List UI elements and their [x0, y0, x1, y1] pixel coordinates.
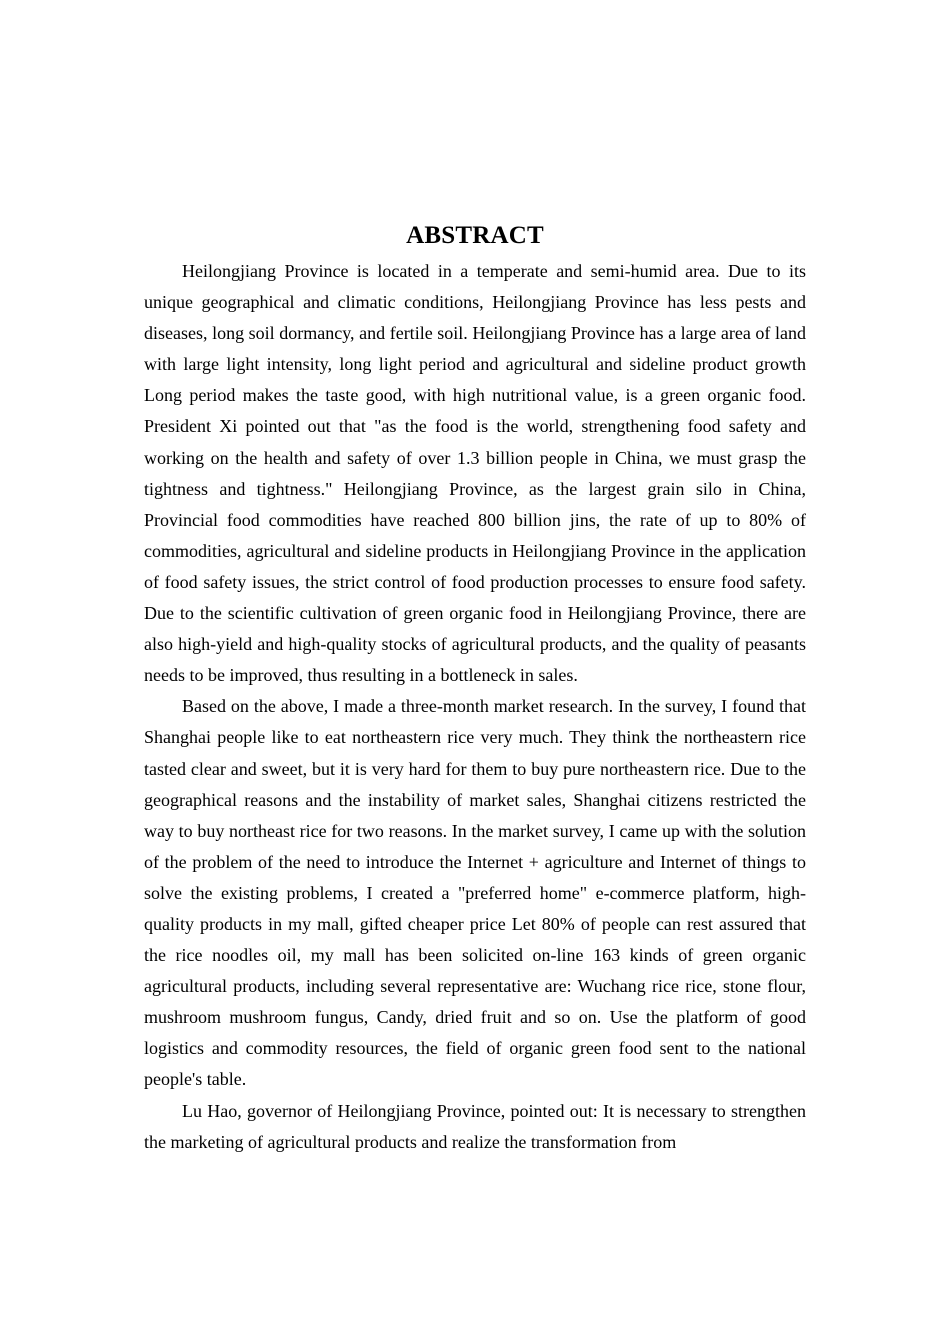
- abstract-paragraph-3: Lu Hao, governor of Heilongjiang Province, pointed out: It is necessary to strengthen the marketing of agricultural products and realize the transformation from: [144, 1100, 806, 1152]
- abstract-title: ABSTRACT: [406, 222, 544, 249]
- abstract-paragraph-2: Based on the above, I made a three-month market research. In the survey, I found that Shanghai people like to eat northeastern rice very much. They think the northeastern rice tasted clear and sweet, but it is very hard for them to buy pure northeastern rice. Due to the geographical reasons and the instability of market sales, Shanghai citizens restricted the way to buy northeast rice for two reasons. In the market survey, I came up with the solution of the problem of the need to introduce the Internet + agriculture and Internet of things to solve the existing problems, I created a "preferred home" e-commerce platform, high-quality products in my mall, gifted cheaper price Let 80% of people can rest assured that the rice noodles oil, my mall has been solicited on-line 163 kinds of green organic agricultural products, including several representative are: Wuchang rice rice, stone flour, mushroom mushroom fungus, Candy, dried fruit and so on. Use the platform of good logistics and commodity resources, the field of organic green food sent to the national people's table.: [144, 696, 806, 1090]
- abstract-paragraph-1: Heilongjiang Province is located in a temperate and semi-humid area. Due to its unique geographical and climatic conditions, Heilongjiang Province has less pests and diseases, long soil dormancy, and fertile soil. Heilongjiang Province has a large area of land with large light intensity, long light period and agricultural and sideline product growth Long period makes the taste good, with high nutritional value, is a green organic food. President Xi pointed out that "as the food is the world, strengthening food safety and working on the health and safety of over 1.3 billion people in China, we must grasp the tightness and tightness." Heilongjiang Province, as the largest grain silo in China, Provincial food commodities have reached 800 billion jins, the rate of up to 80% of commodities, agricultural and sideline products in Heilongjiang Province in the application of food safety issues, the strict control of food production processes to ensure food safety. Due to the scientific cultivation of green organic food in Heilongjiang Province, there are also high-yield and high-quality stocks of agricultural products, and the quality of peasants needs to be improved, thus resulting in a bottleneck in sales.: [144, 261, 806, 686]
- document-page: [144, 218, 806, 1158]
